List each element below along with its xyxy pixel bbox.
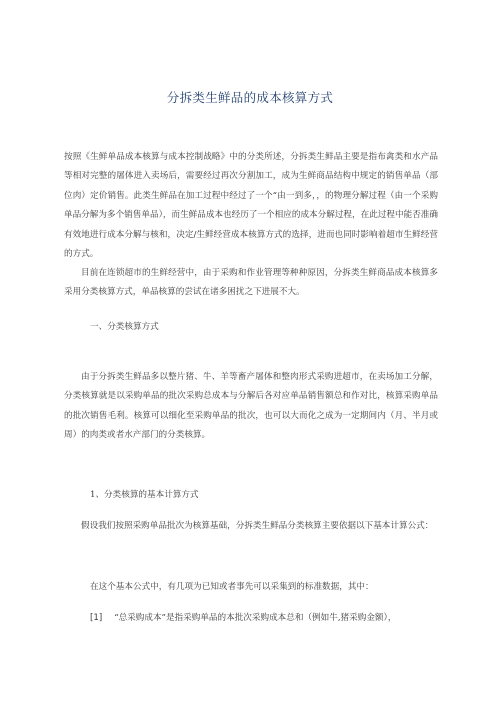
subsection-heading-formula: 1、分类核算的基本计算方式 xyxy=(90,490,199,500)
list-item-text: “总采购成本”是指采购单品的本批次采购成本总和（例如牛,猪采购金额）， xyxy=(114,613,397,623)
paragraph-classification-method: 由于分拆类生鲜品多以整片猪、牛、羊等畜产屠体和整肉形式采购进超市，在卖场加工分解，分类核算就是以采购单品的批次采购总成本与分解后各对应单品销售额总和作对比，核算采购单品的批次销售毛利。核算可以细化至采购单品的批次，也可以大而化之成为一定期间内（月、半月或周）的肉类或者水产部门的分类核算。 xyxy=(64,372,438,441)
paragraph-current-practice: 目前在连锁超市的生鲜经营中，由于采购和作业管理等种种原因，分拆类生鲜商品成本核算多采用分类核算方式，单品核算的尝试在诸多困扰之下进展不大。 xyxy=(64,268,438,298)
list-item-number: [1] xyxy=(90,613,103,623)
paragraph-assumption: 假设我们按照采购单品批次为核算基础，分拆类生鲜品分类核算主要依据以下基本计算公式： xyxy=(81,521,434,531)
document-title: 分拆类生鲜品的成本核算方式 xyxy=(166,90,334,105)
paragraph-intro: 按照《生鲜单品成本核算与成本控制战略》中的分类所述，分拆类生鲜品主要是指布禽类和水产品等相对完整的屠体进入卖场后，需要经过再次分割加工，成为生鲜商品结构中规定的销售单品（部位肉）定价销售。此类生鲜品在加工过程中经过了一个“由一到多，，的物理分解过程（由一个采购单品分解为多个销售单品），而生鲜品成本也经历了一个相应的成本分解过程，在此过程中能否准确有效地进行成本分解与核和，决定/生鲜经营成本核算方式的选择，进而也同时影响着超市生鲜经营的方式。 xyxy=(64,152,438,260)
section-heading-classification: 一、分类核算方式 xyxy=(90,322,159,332)
paragraph-known-values: 在这个基本公式中，有几项为已知或者事先可以采集到的标准数据，其中： xyxy=(90,582,374,592)
list-item-total-cost xyxy=(90,611,438,623)
